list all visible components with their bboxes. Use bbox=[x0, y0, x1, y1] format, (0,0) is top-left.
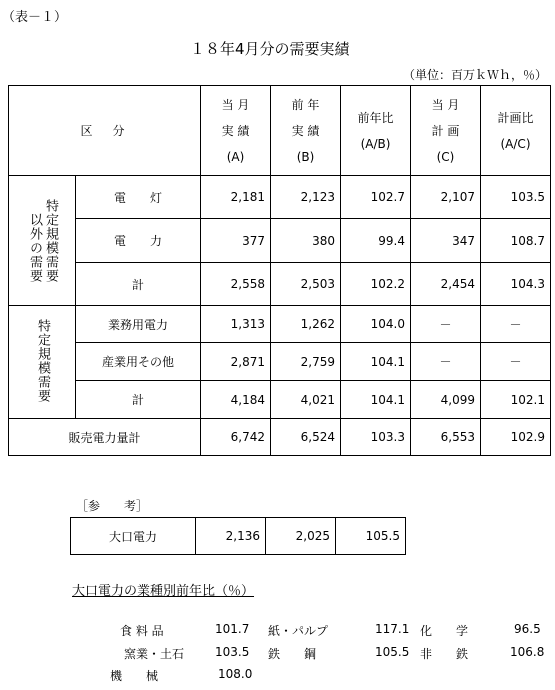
cell: 102.9 bbox=[481, 419, 551, 456]
row-label: 計 bbox=[76, 263, 201, 306]
row-label: 業務用電力 bbox=[76, 306, 201, 343]
cell: 2,454 bbox=[411, 263, 481, 306]
cell: 102.7 bbox=[341, 176, 411, 219]
cell: 104.3 bbox=[481, 263, 551, 306]
industry-value: 117.1 bbox=[375, 622, 410, 636]
industry-value: 101.7 bbox=[215, 622, 250, 636]
cell: 2,503 bbox=[271, 263, 341, 306]
cell: 103.3 bbox=[341, 419, 411, 456]
industry-name: 非 鉄 bbox=[420, 647, 469, 661]
table-row bbox=[9, 176, 551, 219]
cell: － bbox=[481, 306, 551, 343]
row-label: 産業用その他 bbox=[76, 343, 201, 381]
kubun-header: 区 分 bbox=[9, 86, 201, 176]
cell: － bbox=[411, 343, 481, 381]
col-header-ab: 前年比 (A/B) bbox=[341, 86, 411, 176]
cell: 108.7 bbox=[481, 219, 551, 263]
industry-value: 108.0 bbox=[218, 667, 253, 681]
cell: 2,107 bbox=[411, 176, 481, 219]
cell: 2,136 bbox=[196, 518, 266, 555]
industry-value: 103.5 bbox=[215, 645, 250, 659]
industry-name: 食 料 品 bbox=[120, 624, 164, 638]
cell: － bbox=[411, 306, 481, 343]
table-row-total bbox=[9, 419, 551, 456]
table-row bbox=[9, 263, 551, 306]
unit-label: （単位：百万ｋＷｈ，％） bbox=[402, 68, 547, 82]
row-label: 電 力 bbox=[76, 219, 201, 263]
table-label: （表－１） bbox=[2, 10, 68, 25]
cell: 104.0 bbox=[341, 306, 411, 343]
row-label: 計 bbox=[76, 381, 201, 419]
cell: 6,742 bbox=[201, 419, 271, 456]
row-label: 販売電力量計 bbox=[9, 419, 201, 456]
cell: 103.5 bbox=[481, 176, 551, 219]
cell: 104.1 bbox=[341, 381, 411, 419]
industry-value: 106.8 bbox=[510, 645, 545, 659]
cell: 105.5 bbox=[336, 518, 406, 555]
industry-title: 大口電力の業種別前年比（％） bbox=[72, 584, 255, 599]
cell: 4,021 bbox=[271, 381, 341, 419]
cell: 99.4 bbox=[341, 219, 411, 263]
cell: 2,025 bbox=[266, 518, 336, 555]
industry-name: 機 械 bbox=[110, 669, 159, 683]
cell: 380 bbox=[271, 219, 341, 263]
table-row bbox=[9, 381, 551, 419]
industry-name: 鉄 鋼 bbox=[268, 647, 317, 661]
cell: 6,553 bbox=[411, 419, 481, 456]
cell: 102.1 bbox=[481, 381, 551, 419]
industry-value: 105.5 bbox=[375, 645, 410, 659]
col-header-ac: 計画比 (A/C) bbox=[481, 86, 551, 176]
page-title: １８年4月分の需要実績 bbox=[190, 40, 350, 58]
row-label: 大口電力 bbox=[71, 518, 196, 555]
group1-label: 特定規模需要 以外の需要 bbox=[9, 176, 76, 306]
cell: 2,871 bbox=[201, 343, 271, 381]
col-header-a: 当 月 実 績 (A) bbox=[201, 86, 271, 176]
cell: 104.1 bbox=[341, 343, 411, 381]
cell: 2,123 bbox=[271, 176, 341, 219]
cell: 4,099 bbox=[411, 381, 481, 419]
col-header-b: 前 年 実 績 (B) bbox=[271, 86, 341, 176]
cell: 6,524 bbox=[271, 419, 341, 456]
industry-value: 96.5 bbox=[514, 622, 541, 636]
industry-name: 紙・パルプ bbox=[268, 624, 329, 638]
table-row bbox=[9, 219, 551, 263]
industry-name: 化 学 bbox=[420, 624, 469, 638]
cell: － bbox=[481, 343, 551, 381]
cell: 377 bbox=[201, 219, 271, 263]
cell: 2,759 bbox=[271, 343, 341, 381]
cell: 2,558 bbox=[201, 263, 271, 306]
cell: 102.2 bbox=[341, 263, 411, 306]
cell: 4,184 bbox=[201, 381, 271, 419]
col-header-c: 当 月 計 画 (C) bbox=[411, 86, 481, 176]
demand-table bbox=[8, 85, 551, 456]
header-row bbox=[9, 86, 551, 176]
cell: 1,313 bbox=[201, 306, 271, 343]
table-row bbox=[9, 343, 551, 381]
reference-table bbox=[70, 517, 406, 555]
table-row bbox=[9, 306, 551, 343]
group2-label: 特定規模需要 bbox=[9, 306, 76, 419]
reference-label: ［参 考］ bbox=[76, 499, 149, 513]
industry-name: 窯業・土石 bbox=[124, 647, 185, 661]
cell: 347 bbox=[411, 219, 481, 263]
row-label: 電 灯 bbox=[76, 176, 201, 219]
table-row bbox=[71, 518, 406, 555]
cell: 2,181 bbox=[201, 176, 271, 219]
cell: 1,262 bbox=[271, 306, 341, 343]
